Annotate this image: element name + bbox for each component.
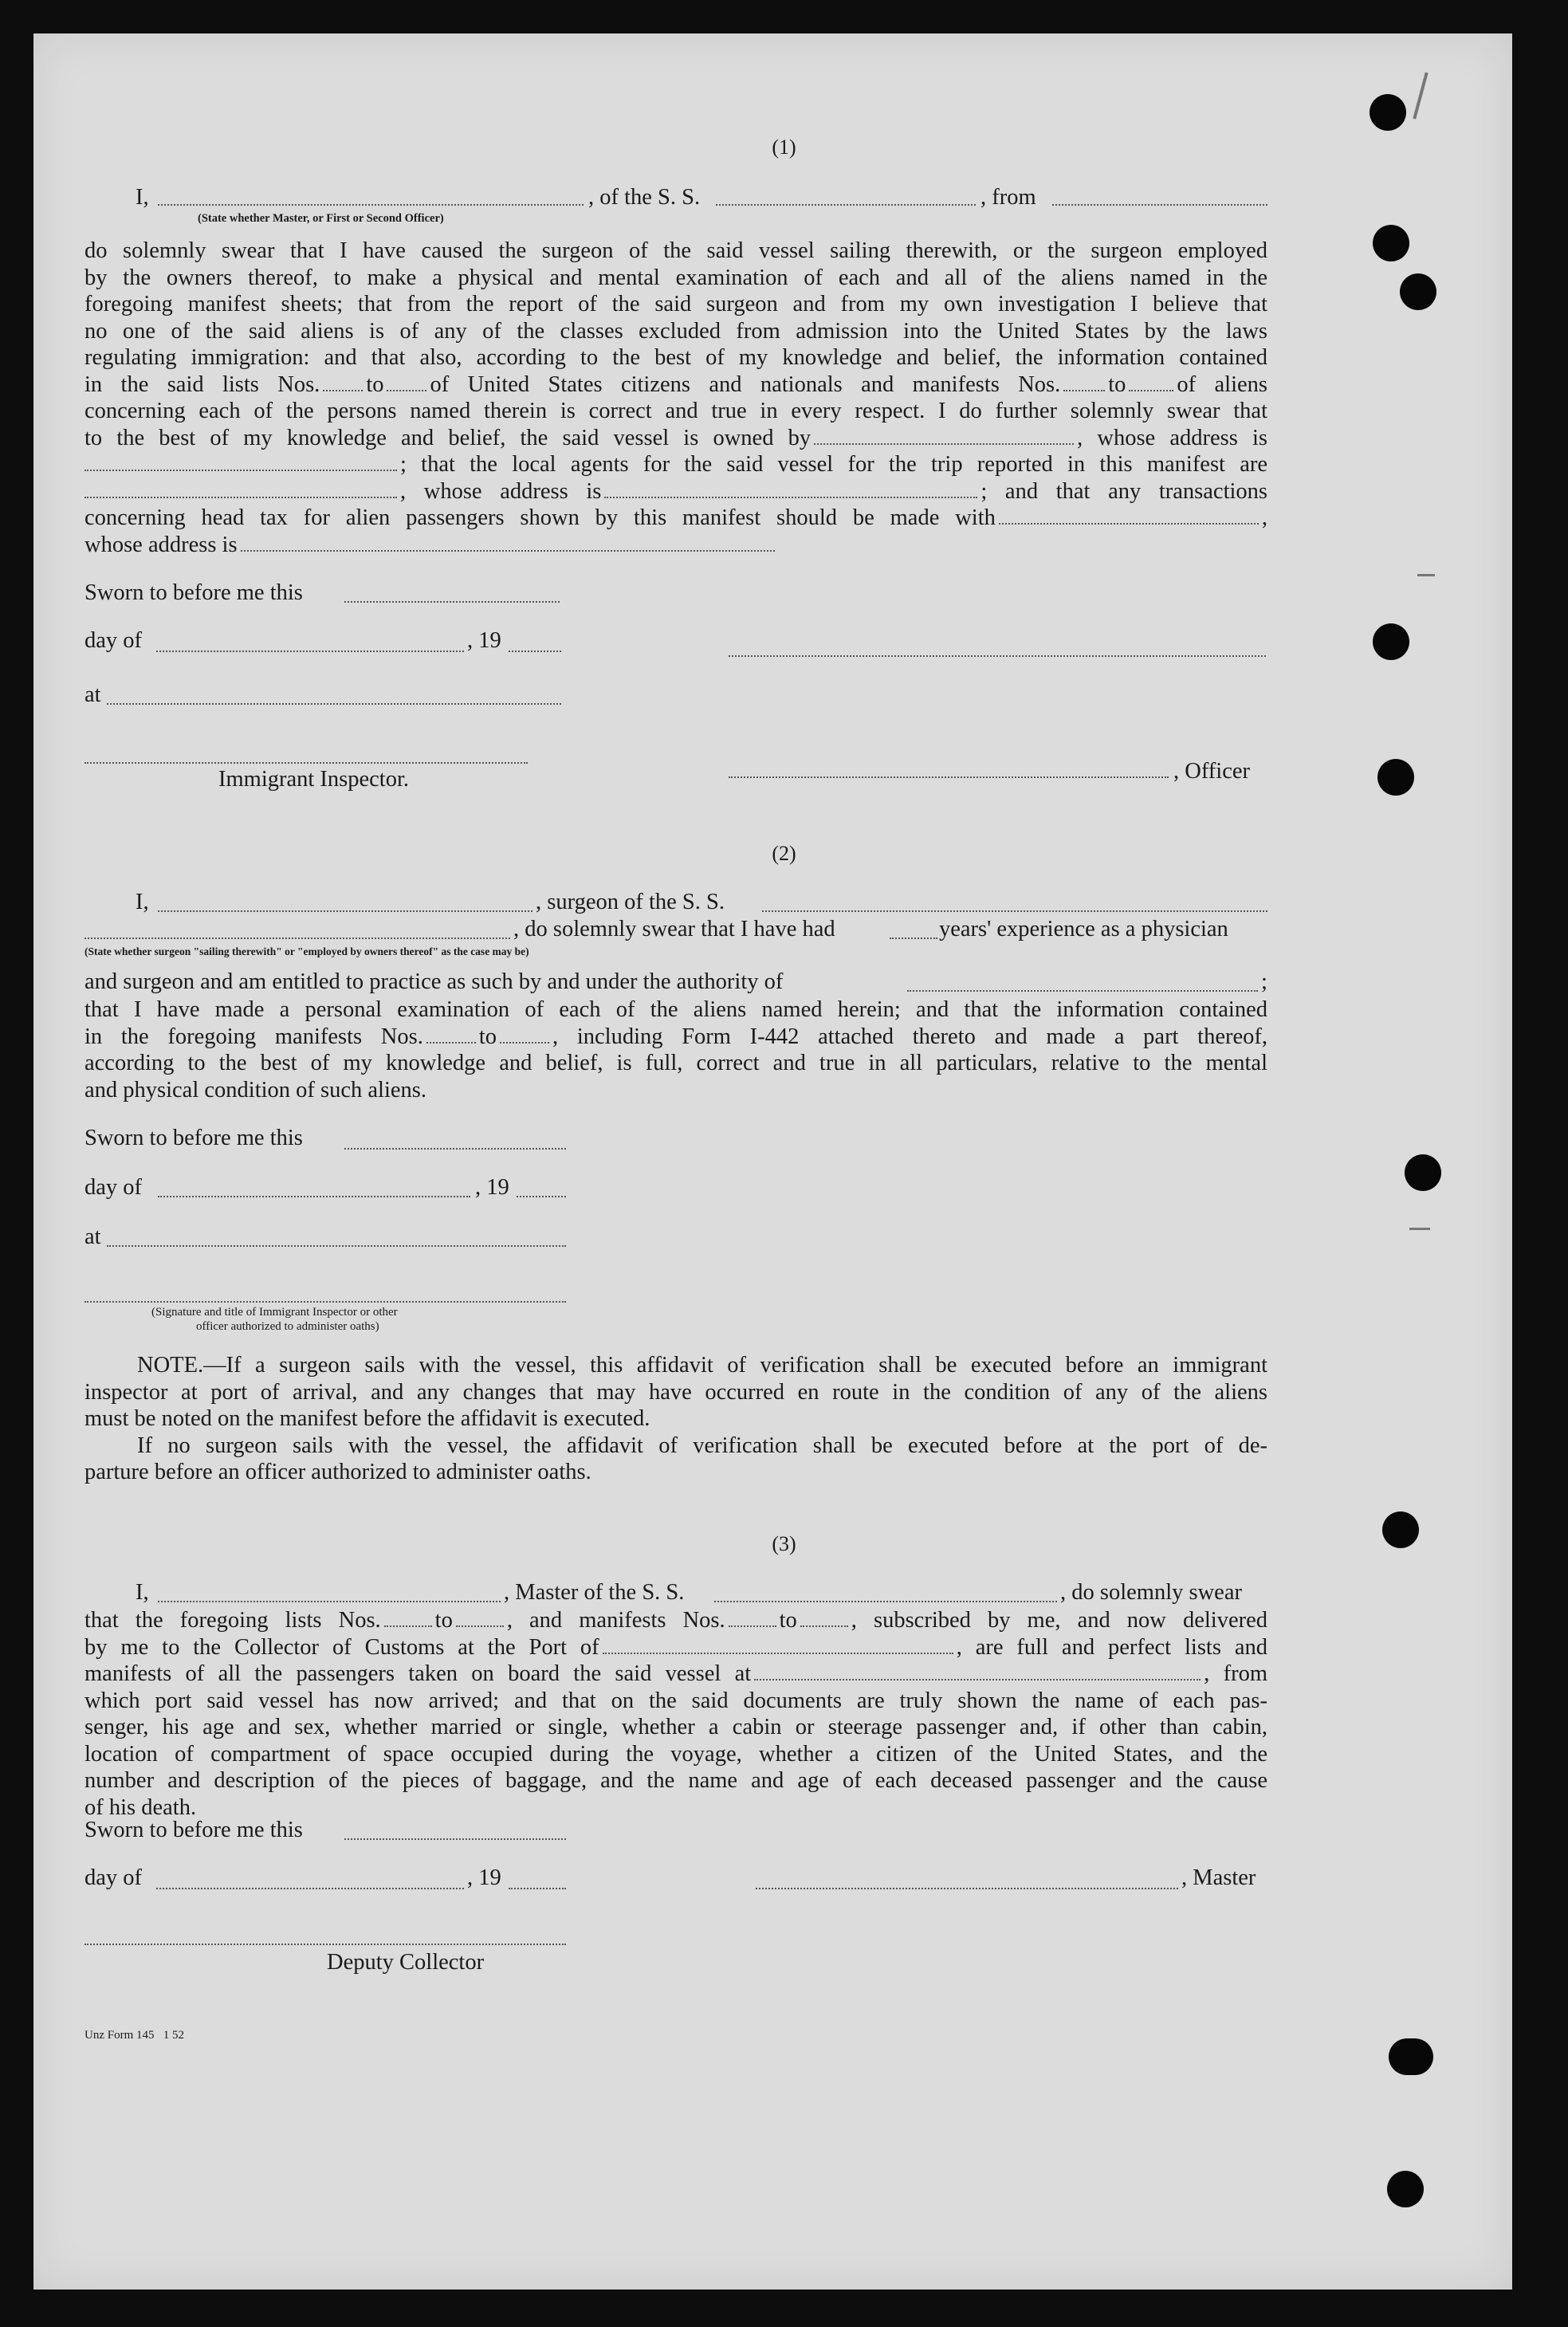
s2-text-line: according to the best of my knowledge and belief, is full, correct and true in all particulars, relative to the mental bbox=[84, 1051, 1267, 1075]
note-block bbox=[84, 1352, 1267, 1486]
s1-text-line: no one of the said aliens is of any of the classes excluded from admission into the United States by the laws bbox=[84, 318, 1267, 344]
s2-day-of-label: day of bbox=[84, 1175, 143, 1200]
s3-text-line: number and description of the pieces of baggage, and the name and age of each deceased passenger and the cause bbox=[84, 1768, 1267, 1793]
punch-hole bbox=[1377, 759, 1414, 796]
s2-status-field[interactable] bbox=[84, 937, 510, 939]
punch-hole bbox=[1373, 623, 1409, 660]
s1-line7: in the said lists Nos. to of United States citizens and nationals and manifests Nos. to of aliens bbox=[84, 371, 1267, 397]
punch-hole bbox=[1373, 225, 1409, 261]
s1-line10: ; that the local agents for the said vessel for the trip reported in this manifest are bbox=[84, 451, 1267, 478]
s3-year-field[interactable] bbox=[509, 1888, 566, 1889]
s1-sworn-label: Sworn to before me this bbox=[84, 580, 303, 605]
s2-manifest-to-field[interactable] bbox=[500, 1024, 549, 1044]
s2-authority-field[interactable] bbox=[907, 990, 1258, 992]
punch-hole bbox=[1405, 1154, 1441, 1191]
s3-port-field[interactable] bbox=[603, 1635, 953, 1654]
s2-line2-b: years' experience as a physician bbox=[939, 917, 1228, 941]
s1-text-line: by the owners thereof, to make a physical and mental examination of each and all of the aliens named in the bbox=[84, 265, 1267, 290]
s1-line1-end: , from bbox=[980, 185, 1036, 210]
s1-at-field[interactable] bbox=[107, 703, 561, 705]
s2-day-field[interactable] bbox=[158, 1196, 470, 1197]
s1-line1-mid: , of the S. S. bbox=[588, 185, 701, 210]
s2-sig-caption-2: officer authorized to administer oaths) bbox=[196, 1320, 379, 1333]
s1-line1-pre: I, bbox=[136, 185, 149, 210]
s2-line5: in the foregoing manifests Nos. to , including Form I-442 attached thereto and made a part thereof, bbox=[84, 1024, 1267, 1049]
s1-day-field[interactable] bbox=[156, 651, 464, 652]
s3-year-label: , 19 bbox=[467, 1865, 501, 1890]
s3-line3: by me to the Collector of Customs at the Port of , are full and perfect lists and bbox=[84, 1634, 1268, 1660]
s1-line13: whose address is bbox=[84, 532, 1267, 559]
s1-line11: , whose address is ; and that any transactions bbox=[84, 478, 1267, 505]
s3-list-to-field[interactable] bbox=[456, 1608, 504, 1627]
s1-text-line: regulating immigration: and that also, according to the best of my knowledge and belief, the information contained bbox=[84, 345, 1267, 370]
punch-hole bbox=[1370, 94, 1406, 131]
s3-master-label: , Master bbox=[1181, 1865, 1256, 1890]
s3-line1-pre: I, bbox=[136, 1580, 149, 1605]
s3-deputy-field[interactable] bbox=[84, 1944, 566, 1945]
s2-text-line: and physical condition of such aliens. bbox=[84, 1077, 426, 1103]
s3-deputy-label: Deputy Collector bbox=[327, 1950, 485, 1975]
owner-address-field[interactable] bbox=[84, 452, 397, 471]
s2-sig-caption-1: (Signature and title of Immigrant Inspector or other bbox=[151, 1306, 398, 1319]
section-3-number: (3) bbox=[772, 1532, 796, 1555]
s2-sworn-field[interactable] bbox=[344, 1148, 566, 1150]
punch-hole bbox=[1389, 2038, 1433, 2075]
agent-address-field[interactable] bbox=[604, 479, 977, 498]
punch-hole bbox=[1387, 2171, 1424, 2207]
note-line: NOTE.—If a surgeon sails with the vessel, this affidavit of verification shall be executed before an immigrant bbox=[137, 1353, 1267, 1378]
s2-year-label: , 19 bbox=[475, 1175, 509, 1200]
s1-text-line: do solemnly swear that I have caused the surgeon of the said vessel sailing therewith, or the surgeon employed bbox=[84, 238, 1267, 263]
section-2-number: (2) bbox=[772, 842, 796, 865]
s3-master-field[interactable] bbox=[158, 1601, 501, 1602]
s2-years-field[interactable] bbox=[890, 937, 937, 939]
s2-caption: (State whether surgeon "sailing therewith" or "employed by owners thereof" as the case may be) bbox=[84, 945, 529, 957]
manifest-no-from-field[interactable] bbox=[1063, 372, 1105, 391]
s3-line1-end: , do solemnly swear bbox=[1060, 1580, 1242, 1605]
s1-inspector-field[interactable] bbox=[84, 762, 528, 764]
note-line: inspector at port of arrival, and any changes that may have occurred en route in the condition of any of the aliens bbox=[84, 1379, 1267, 1405]
s1-text-line: foregoing manifest sheets; that from the report of the said surgeon and from my own investigation I believe that bbox=[84, 292, 1267, 316]
s1-officer-field[interactable] bbox=[729, 776, 1169, 778]
s2-sworn-label: Sworn to before me this bbox=[84, 1126, 303, 1150]
s3-text-line: senger, his age and sex, whether married or single, whether a cabin or steerage passenger and, if other than cabin, bbox=[84, 1715, 1267, 1739]
s3-manifest-from-field[interactable] bbox=[729, 1608, 776, 1627]
s3-day-field[interactable] bbox=[156, 1888, 464, 1889]
s1-from-field[interactable] bbox=[1052, 204, 1267, 206]
s2-text-line: that I have made a personal examination of each of the aliens named herein; and that the information contained bbox=[84, 997, 1267, 1022]
s3-sworn-field[interactable] bbox=[344, 1838, 566, 1840]
s3-body bbox=[84, 1607, 1267, 1821]
s2-line3-b: ; bbox=[1261, 969, 1267, 994]
s1-year-label: , 19 bbox=[467, 628, 501, 653]
s2-body bbox=[84, 996, 1267, 1103]
s3-boarding-port-field[interactable] bbox=[754, 1661, 1201, 1680]
manifest-no-to-field[interactable] bbox=[1129, 372, 1173, 391]
edge-mark bbox=[1409, 1228, 1430, 1230]
s2-manifest-from-field[interactable] bbox=[426, 1024, 476, 1044]
s3-line2: that the foregoing lists Nos. to , and manifests Nos. to , subscribed by me, and now delivered bbox=[84, 1608, 1267, 1633]
s3-vessel-field[interactable] bbox=[714, 1601, 1057, 1602]
s1-sworn-field[interactable] bbox=[344, 601, 560, 603]
s3-master-signature-field[interactable] bbox=[756, 1888, 1178, 1889]
s1-vessel-field[interactable] bbox=[716, 204, 976, 206]
s3-text-line: which port said vessel has now arrived; and that on the said documents are truly shown the name of each pas- bbox=[84, 1688, 1267, 1713]
s2-line2-a: , do solemnly swear that I have had bbox=[513, 917, 835, 941]
punch-hole bbox=[1400, 273, 1436, 310]
s1-master-field[interactable] bbox=[158, 204, 584, 206]
note-line: If no surgeon sails with the vessel, the affidavit of verification shall be executed before at the port of de- bbox=[137, 1433, 1267, 1458]
s3-manifest-to-field[interactable] bbox=[800, 1608, 848, 1627]
s3-day-of-label: day of bbox=[84, 1865, 143, 1890]
note-line: parture before an officer authorized to administer oaths. bbox=[84, 1460, 591, 1484]
agent-field[interactable] bbox=[84, 479, 397, 498]
list-no-to-field[interactable] bbox=[387, 372, 426, 391]
s3-text-line: location of compartment of space occupied during the voyage, whether a citizen of the United States, and the bbox=[84, 1741, 1267, 1767]
s2-surgeon-field[interactable] bbox=[158, 910, 532, 912]
s2-line1-mid: , surgeon of the S. S. bbox=[536, 890, 725, 914]
note-line: must be noted on the manifest before the affidavit is executed. bbox=[84, 1406, 650, 1431]
s1-day-of-label: day of bbox=[84, 628, 143, 653]
s2-at-field[interactable] bbox=[107, 1245, 566, 1247]
s1-caption: (State whether Master, or First or Second Officer) bbox=[198, 212, 444, 225]
head-tax-address-field[interactable] bbox=[241, 533, 775, 552]
s1-line9: to the best of my knowledge and belief, the said vessel is owned by , whose address is bbox=[84, 425, 1267, 450]
s2-at-label: at bbox=[84, 1224, 101, 1249]
s2-year-field[interactable] bbox=[517, 1196, 566, 1197]
s3-line4: manifests of all the passengers taken on board the said vessel at , from bbox=[84, 1661, 1267, 1686]
edge-mark bbox=[1417, 574, 1435, 576]
s1-inspector-label: Immigrant Inspector. bbox=[218, 767, 410, 792]
section-1-number: (1) bbox=[772, 136, 796, 159]
s1-body bbox=[84, 238, 1267, 558]
s1-at-label: at bbox=[84, 682, 101, 707]
s2-vessel-field[interactable] bbox=[762, 910, 1267, 912]
s3-text-line: of his death. bbox=[84, 1794, 197, 1820]
s2-line3-a: and surgeon and am entitled to practice as such by and under the authority of bbox=[84, 969, 784, 994]
s1-year-field[interactable] bbox=[509, 651, 561, 652]
s3-line1-mid: , Master of the S. S. bbox=[504, 1580, 685, 1605]
s3-sworn-label: Sworn to before me this bbox=[84, 1818, 303, 1842]
list-no-from-field[interactable] bbox=[323, 372, 363, 391]
s3-list-from-field[interactable] bbox=[384, 1608, 432, 1627]
s1-line12: concerning head tax for alien passengers shown by this manifest should be made with , bbox=[84, 505, 1267, 530]
s1-signature-field[interactable] bbox=[729, 655, 1266, 657]
head-tax-field[interactable] bbox=[999, 505, 1259, 525]
s2-line1-pre: I, bbox=[136, 890, 149, 914]
owner-field[interactable] bbox=[814, 426, 1074, 445]
form-id: Unz Form 145 1 52 bbox=[84, 2029, 184, 2042]
s1-text-line: concerning each of the persons named therein is correct and true in every respect. I do further solemnly swear that bbox=[84, 399, 1267, 423]
s2-signature-field[interactable] bbox=[84, 1301, 566, 1303]
s1-officer-label: , Officer bbox=[1173, 759, 1251, 784]
